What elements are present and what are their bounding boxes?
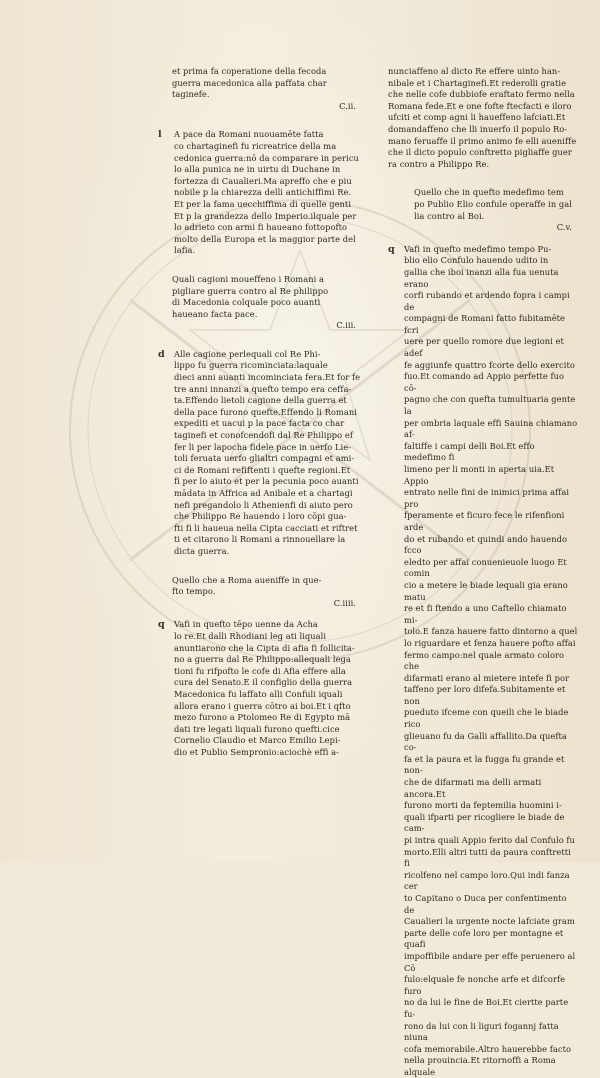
paragraph-text: Vafi in quefto tēpo uenne da Acha lo re.Et dalli Rhodiani leg ati liquali anuntiarono che la Cipta di afia fi follicita- no a guerra dal Re Philippo:allequali lega tioni fu rifpofto le cofe di Afia effere alla cura del Senato.E il configlio della guerra Macedonica fu laffato alli Confuli iquali allora erano i guerra cōtro ai boi.Et i qfto mezo furono a Ptolomeo Re di Egypto mā dati tre legati liquali furono quefti.cice Cornelio Claudio et Marco Emilio Lepi- dio et Publio Sempronio:aciochè effi a- [174,619,355,757]
chapter-paragraph [158,349,362,558]
paragraph-text: Alle cagione perlequali col Re Phi- lippo fu guerra ricominciata:laquale dieci anni auanti incominciata fera.Et for fe tre anni innanzi a quefto tempo era ceffa- ta.Effendo lietoli cagione della guerra et della pace furono quefte.Effendo li Romani expediti et uacui p la pace facta co char taginefi et conofcendofi dal Re Philippo ef fer li per lapocha fidele pace in uerfo Lie- toli feruata uerfo glialtri compagni et ami- ci de Romani refiftenti i quefte regioni.Et fi per lo aiuto et per la pecunia poco auanti mādata in Affrica ad Anibale et a chartagi nefi pregandolo li Athenienfi di aiuto pero che Philippo Re hauendo i loro cōpi gua- fti fi li haueua nella Cipta cacciati et riftret ti et citarono li Romani a rinnouellare la dicta guerra. [174,348,361,556]
chapter-paragraph [158,619,362,758]
chapter-paragraph [388,244,578,1078]
chapter-paragraph [158,129,362,257]
chapter-rubric: C.iii. [336,320,356,331]
chapter-paragraph [388,66,578,170]
paragraph-text: Vafi in quefto medefimo tempo Pu- blio elio Confulo hauendo udito in gallia che iboi inanzi alla fua uenuta erano corfi rubando et ardendo fopra i campi de compagni de Romani fatto fubitamēte fcri uere per quello romore due legioni et adef fe aggiunfe quattro fcorte dello exercito fuo.Et comando ad Appio perfette fuo cō- pagno che con quefta tumultuaria gente la per ombria laquale effi Sauina chiamano af- faltiffe i campi delli Boi.Et effo medefimo fi limeno per li monti in aperta uia.Et Appio entrato nelle fini de inimici prima affai pro fperamente et ficuro fece le rifenfioni arde do et rubando et quindi ando hauendo fcco eledto per affai conuenieuole luogo Et comin cio a metere le biade lequali gia erano matu re et fi ftendo a uno Caftello chiamato mi- tolo.E fanza hauere fatto dintorno a quel lo riguardare et fenza hauere pofto affai fermo campo:nel quale armato coloro che difarmati erano al mietere intefe fi por taffeno per loro difefa.Subitamente et non pueduto ifceme con queili che le biade rico glieuano fu da Galli affallito.Da quefta co- fa et la paura et la fugga fu grande et non- che de difarmati ma delli armati ancora.Et furono morti da feptemilia huomini i- quali ifparti per ricogliere le biade de cam- pi intra quali Appio ferito dal Confulo fu morto.Elli altri tutti da paura conftretti fi ricolfeno nel campo loro.Qui indi fanza cer to Capitano o Duca per confentimento de Caualieri la urgente nocte lafciate gram parte delle cofe loro per montagne et quafi impoffibile andare per effe peruenero al Cō fulo:elquale fe nonche arfe et difcorfe furo no da lui le fine de Boi.Et ciertte parte fu- rono da lui con li liguri fogannj fatta niuna cofa memorabile.Altro hauerebbe facto nella prouincia.Et ritornoffi a Roma alquale [404,243,578,1077]
guide-letter: l [158,129,162,141]
left-column [158,66,362,758]
chapter-heading [158,274,362,332]
chapter-rubric: C.ii. [339,100,356,111]
paragraph-text: A pace da Romani nuouamēte fatta co chartaginefi fu ricreatrice della ma cedonica guerra:nō da comparare in pericu lo alla punica ne in uirtu di Duchane in fortezza di Caualieri.Ma apreffo che e piu nobile p la chiarezza delli antichiffimi Re. Et per la fama uecchiffima di quelle genti Et p la grandezza dello Imperio.ilquale per lo adrieto con armi fi haueano fottopofto molto della Europa et la maggior parte del lafia. [174,129,359,256]
heading-text: Quello che a Roma aueniffe in que- fto tempo. [172,574,322,597]
chapter-rubric: C.iiii. [333,597,356,608]
heading-text: Quello che in quefto medefimo tem po Publio Elio confule operaffe in gal lia contro al Boi. [414,187,572,221]
intro-text: et prima fa coperatione della fecoda guerra macedonica alla paffata char taginefe. [172,66,327,100]
chapter-intro [158,66,362,112]
guide-letter: d [158,348,165,360]
heading-text: Quali cagioni moueffeno i Romani a pigliare guerra contro al Re philippo di Macedonia colquale poco auanti haueano facta pace. [172,273,329,319]
right-column [388,66,578,1078]
chapter-heading [158,575,362,610]
guide-letter: q [388,243,395,255]
chapter-heading [388,187,578,233]
guide-letter: q [158,619,165,631]
paragraph-text: nunciaffeno al dicto Re effere uinto han- nibale et i Chartaginefi.Et rederolli gratie che nelle cofe dubbiofe eraftato fermo nella Romana fede.Et e one fofte ftecfacti e iloro ufciti et comp agni li haueffeno lafciati.Et domandaffeno che lli inuerfo il populo Ro- mano feruaffe il primo animo fe elli aueniffe che il dicto populo conftretto pigliaffe guer ra contro a Philippo Re. [388,66,577,169]
chapter-rubric: C.v. [556,222,572,233]
